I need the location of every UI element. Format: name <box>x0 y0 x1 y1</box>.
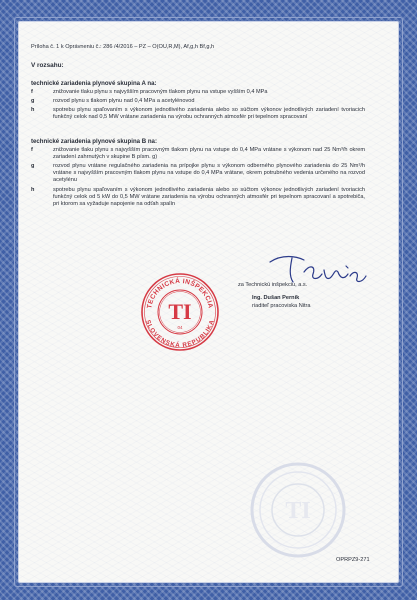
group-a-item-f-letter: f <box>31 89 33 95</box>
stamp-center: TI <box>168 299 192 324</box>
form-code: OPRPZ9-271 <box>336 557 370 563</box>
signer-role: riaditeľ pracoviska Nitra <box>252 303 311 309</box>
signer-name: Ing. Dušan Perník <box>252 295 300 301</box>
group-b-item-g-text: rozvod plynu vrátane regulačného zariadenia na prípojke plynu s výkonom odberného plynového zariadenia do 25 Nm³/h vrátane s najvyšším pracovným tlakom plynu na vstupe do 0,4 MPa vrátane, okrem potrubného vedenia určeného na rozvod acetylénu <box>53 163 365 184</box>
document-reference: Príloha č. 1 k Oprávneniu č.: 286 /4/2016 – PZ – O(OU,R,M), Af,g,h Bf,g,h <box>31 44 215 50</box>
watermark-seal <box>248 460 348 560</box>
group-a-item-g-letter: g <box>31 98 35 104</box>
official-stamp <box>140 272 220 352</box>
stamp-number: 04 <box>177 325 183 330</box>
group-b-item-h-letter: h <box>31 187 35 193</box>
group-a-item-g-text: rozvod plynu s tlakom plynu nad 0,4 MPa a acetylénovod <box>53 98 195 104</box>
scope-label: V rozsahu: <box>31 62 64 69</box>
signature-for-line: za Technickú inšpekciu, a.s. <box>238 282 308 288</box>
group-a-item-f-text: znižovanie tlaku plynu s najvyšším pracovným tlakom plynu na vstupe vyšším 0,4 MPa <box>53 89 268 95</box>
group-b-title: technické zariadenia plynové skupina B na: <box>31 138 157 145</box>
stamp-ring-bottom: SLOVENSKÁ REPUBLIKA <box>144 319 216 350</box>
stamp-ring-top: TECHNICKÁ INŠPEKCIA <box>146 277 214 310</box>
svg-text:TI: TI <box>285 498 311 524</box>
group-b-item-f-text: znižovanie tlaku plynu s najvyšším pracovným tlakom plynu na vstupe do 0,4 MPa vrátane s výkonom nad 25 Nm³/h okrem zariadení zahrnutých v skupine B písm. g) <box>53 147 365 161</box>
group-b-item-h-text: spotrebu plynu spaľovaním s výkonom jednotlivého zariadenia alebo so súčtom výkonov jednotlivých zariadení tvoriacich funkčný celok od 5 kW do 0,5 MW vrátane zariadenia na výrobu ochranných atmosfér pri tepelnom spracovaní a spotrebiča, pri ktorom sa vyžaduje napojenie na odťah spalín <box>53 187 365 208</box>
group-b-item-f-letter: f <box>31 147 33 153</box>
group-a-item-h-text: spotrebu plynu spaľovaním s výkonom jednotlivého zariadenia alebo so súčtom výkonov jednotlivých zariadení tvoriacich funkčný celok nad 0,5 MW vrátane zariadenia na výrobu ochranných atmosfér pri tepelnom spracovaní <box>53 107 365 121</box>
group-b-item-g-letter: g <box>31 163 35 169</box>
group-a-title: technické zariadenia plynové skupina A na: <box>31 80 157 87</box>
group-a-item-h-letter: h <box>31 107 35 113</box>
